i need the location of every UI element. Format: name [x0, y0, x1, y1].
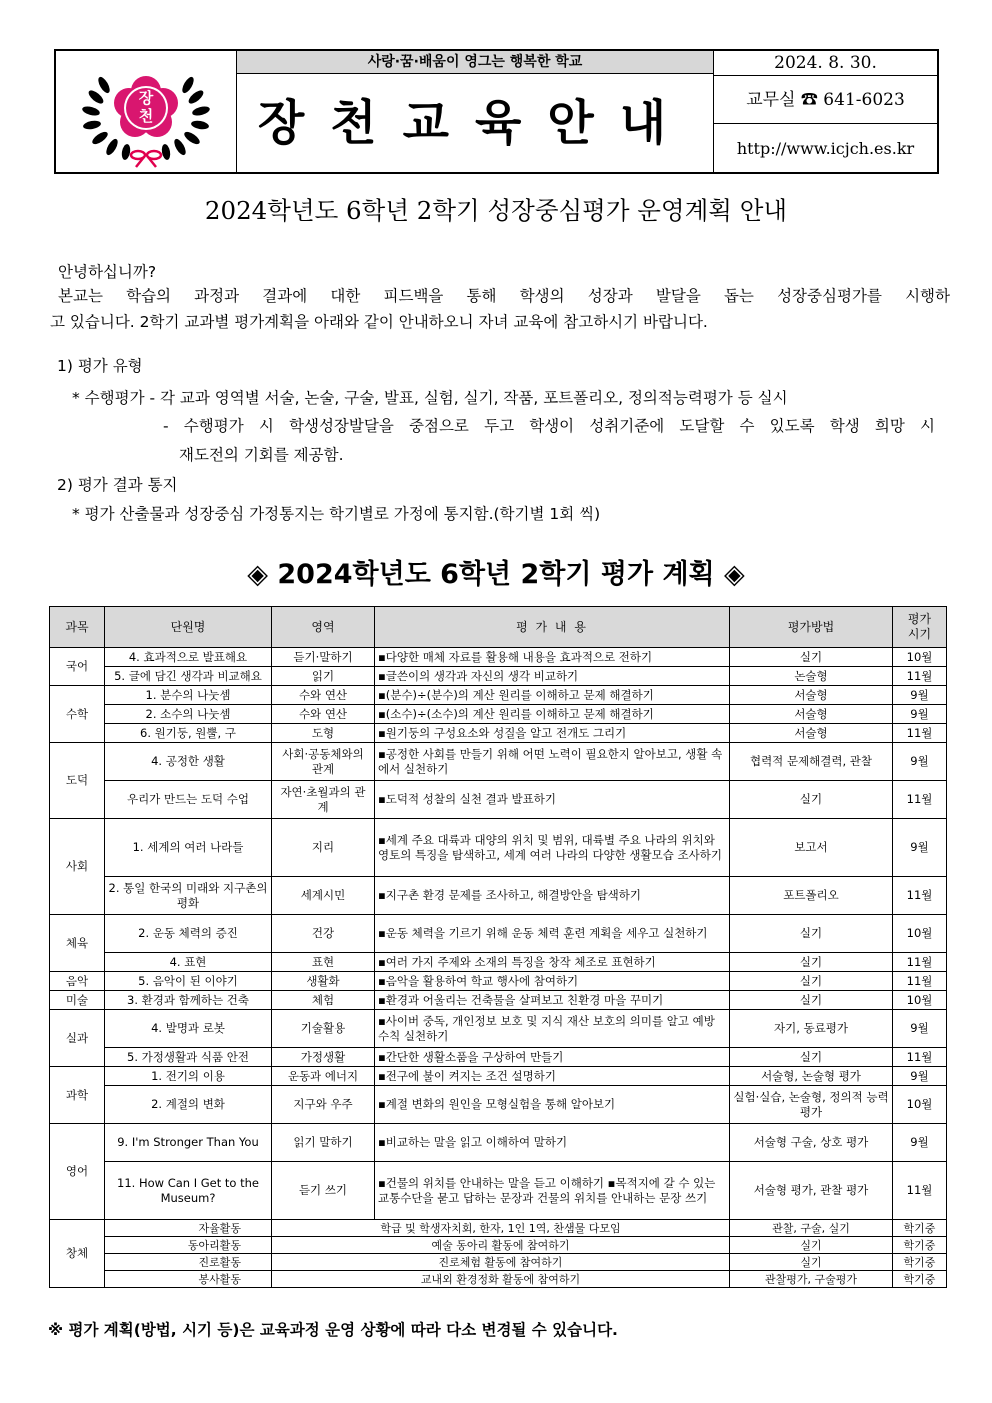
- activity-cell: 봉사활동: [105, 1271, 272, 1288]
- content-cell: ▪계절 변화의 원인을 모형실험을 통해 알아보기: [375, 1086, 730, 1124]
- method-cell: 실기: [730, 972, 893, 991]
- area-cell: 지구와 우주: [272, 1086, 375, 1124]
- table-row: [50, 1162, 947, 1220]
- area-cell: 기술활용: [272, 1010, 375, 1048]
- method-cell: 실기: [730, 1048, 893, 1067]
- section-2-bullet-1: * 평가 산출물과 성장중심 가정통지는 학기별로 가정에 통지함.(학기별 1회 씩): [72, 505, 601, 523]
- table-header-row: [50, 607, 947, 648]
- laurel-emblem-icon: [56, 51, 236, 172]
- area-cell: 사회·공동체와의 관계: [272, 743, 375, 781]
- table-row: [50, 972, 947, 991]
- content-cell: ▪전구에 불이 켜지는 조건 설명하기: [375, 1067, 730, 1086]
- evaluation-plan-table: [49, 606, 947, 1288]
- document-title: 2024학년도 6학년 2학기 성장중심평가 운영계획 안내: [204, 196, 788, 225]
- unit-cell: 2. 소수의 나눗셈: [105, 705, 272, 724]
- time-cell: 9월: [893, 686, 947, 705]
- method-cell: 실험·실습, 논술형, 정의적 능력 평가: [730, 1086, 893, 1124]
- plan-title: ◈ 2024학년도 6학년 2학기 평가 계획 ◈: [247, 559, 745, 590]
- method-cell: 서술형: [730, 705, 893, 724]
- time-cell: 11월: [893, 724, 947, 743]
- area-cell: 읽기: [272, 667, 375, 686]
- table-row: [50, 667, 947, 686]
- time-cell: 11월: [893, 781, 947, 819]
- activity-cell: 자율활동: [105, 1220, 272, 1237]
- subject-cell: 실과: [50, 1010, 105, 1067]
- intro-line-2: 고 있습니다. 2학기 교과별 평가계획을 아래와 같이 안내하오니 자녀 교육에 참고하시기 바랍니다.: [50, 313, 708, 331]
- content-cell: ▪음악을 활용하여 학교 행사에 참여하기: [375, 972, 730, 991]
- table-row: [50, 1124, 947, 1162]
- unit-cell: 4. 공정한 생활: [105, 743, 272, 781]
- content-cell: 교내외 환경정화 활동에 참여하기: [272, 1271, 730, 1288]
- svg-text:장: 장: [138, 89, 154, 107]
- subject-cell: 수학: [50, 686, 105, 743]
- table-row: [50, 877, 947, 915]
- time-cell: 11월: [893, 877, 947, 915]
- subject-cell: 국어: [50, 648, 105, 686]
- content-cell: ▪간단한 생활소품을 구상하여 만들기: [375, 1048, 730, 1067]
- unit-cell: 6. 원기둥, 원뿔, 구: [105, 724, 272, 743]
- office-phone: 교무실 ☎ 641-6023: [714, 76, 937, 124]
- newsletter-header: [54, 49, 939, 174]
- unit-cell: 1. 전기의 이용: [105, 1067, 272, 1086]
- table-row: [50, 724, 947, 743]
- area-cell: 듣기 쓰기: [272, 1162, 375, 1220]
- table-row: [50, 648, 947, 667]
- time-cell: 11월: [893, 953, 947, 972]
- school-url[interactable]: http://www.icjch.es.kr: [736, 139, 915, 158]
- method-cell: 서술형: [730, 724, 893, 743]
- time-cell: 11월: [893, 1162, 947, 1220]
- area-cell: 읽기 말하기: [272, 1124, 375, 1162]
- table-row: [50, 705, 947, 724]
- time-cell: 학기중: [893, 1254, 947, 1271]
- table-row: [50, 1220, 947, 1237]
- col-method: 평가방법: [730, 607, 893, 648]
- subject-cell: 영어: [50, 1124, 105, 1220]
- content-cell: ▪다양한 매체 자료를 활용해 내용을 효과적으로 전하기: [375, 648, 730, 667]
- subject-cell: 과학: [50, 1067, 105, 1124]
- time-cell: 9월: [893, 705, 947, 724]
- subject-cell: 미술: [50, 991, 105, 1010]
- col-area: 영역: [272, 607, 375, 648]
- col-unit: 단원명: [105, 607, 272, 648]
- time-cell: 11월: [893, 1048, 947, 1067]
- unit-cell: 11. How Can I Get to the Museum?: [105, 1162, 272, 1220]
- unit-cell: 4. 효과적으로 발표해요: [105, 648, 272, 667]
- table-row: [50, 1067, 947, 1086]
- area-cell: 건강: [272, 915, 375, 953]
- subject-cell: 도덕: [50, 743, 105, 819]
- table-row: [50, 991, 947, 1010]
- unit-cell: 5. 음악이 된 이야기: [105, 972, 272, 991]
- method-cell: 보고서: [730, 819, 893, 877]
- subject-cell: 창체: [50, 1220, 105, 1288]
- subject-cell: 체육: [50, 915, 105, 972]
- table-row: [50, 1237, 947, 1254]
- unit-cell: 2. 운동 체력의 증진: [105, 915, 272, 953]
- area-cell: 수와 연산: [272, 686, 375, 705]
- content-cell: ▪지구촌 환경 문제를 조사하고, 해결방안을 탐색하기: [375, 877, 730, 915]
- content-cell: ▪사이버 중독, 개인정보 보호 및 지식 재산 보호의 의미를 알고 예방 수칙 실천하기: [375, 1010, 730, 1048]
- unit-cell: 5. 글에 담긴 생각과 비교해요: [105, 667, 272, 686]
- method-cell: 서술형: [730, 686, 893, 705]
- content-cell: ▪원기둥의 구성요소와 성질을 알고 전개도 그리기: [375, 724, 730, 743]
- section-1-bullet-2a: - 수행평가 시 학생성장발달을 중점으로 두고 학생이 성취기준에 도달할 수 있도록 학생 희망 시: [163, 417, 935, 435]
- table-row: [50, 743, 947, 781]
- content-cell: 학급 및 학생자치회, 한자, 1인 1역, 찬샘물 다모임: [272, 1220, 730, 1237]
- method-cell: 실기: [730, 991, 893, 1010]
- time-cell: 9월: [893, 1067, 947, 1086]
- section-2-heading: 2) 평가 결과 통지: [57, 476, 178, 494]
- time-cell: 학기중: [893, 1271, 947, 1288]
- area-cell: 표현: [272, 953, 375, 972]
- area-cell: 듣기·말하기: [272, 648, 375, 667]
- unit-cell: 3. 환경과 함께하는 건축: [105, 991, 272, 1010]
- method-cell: 실기: [730, 1254, 893, 1271]
- table-row: [50, 819, 947, 877]
- method-cell: 관찰평가, 구술평가: [730, 1271, 893, 1288]
- content-cell: ▪글쓴이의 생각과 자신의 생각 비교하기: [375, 667, 730, 686]
- content-cell: 진로체험 활동에 참여하기: [272, 1254, 730, 1271]
- unit-cell: 2. 통일 한국의 미래와 지구촌의 평화: [105, 877, 272, 915]
- method-cell: 실기: [730, 781, 893, 819]
- table-row: [50, 915, 947, 953]
- section-1-bullet-2b: 재도전의 기회를 제공함.: [179, 446, 344, 464]
- col-time: 평가 시기: [893, 607, 947, 648]
- content-cell: ▪(분수)÷(분수)의 계산 원리를 이해하고 문제 해결하기: [375, 686, 730, 705]
- newsletter-title: 장천교육안내: [237, 74, 714, 172]
- method-cell: 포트폴리오: [730, 877, 893, 915]
- area-cell: 자연·초월과의 관계: [272, 781, 375, 819]
- content-cell: ▪비교하는 말을 읽고 이해하여 말하기: [375, 1124, 730, 1162]
- time-cell: 9월: [893, 819, 947, 877]
- method-cell: 관찰, 구술, 실기: [730, 1220, 893, 1237]
- table-row: [50, 1048, 947, 1067]
- table-row: [50, 953, 947, 972]
- area-cell: 지리: [272, 819, 375, 877]
- area-cell: 수와 연산: [272, 705, 375, 724]
- time-cell: 10월: [893, 1086, 947, 1124]
- activity-cell: 진로활동: [105, 1254, 272, 1271]
- table-row: [50, 1086, 947, 1124]
- table-row: [50, 781, 947, 819]
- unit-cell: 우리가 만드는 도덕 수업: [105, 781, 272, 819]
- section-1-bullet-2: [163, 414, 935, 436]
- greeting: 안녕하십니까?: [58, 263, 157, 281]
- time-cell: 학기중: [893, 1237, 947, 1254]
- area-cell: 세계시민: [272, 877, 375, 915]
- issue-date: 2024. 8. 30.: [714, 51, 937, 76]
- time-cell: 10월: [893, 915, 947, 953]
- time-cell: 10월: [893, 648, 947, 667]
- svg-text:천: 천: [138, 107, 154, 125]
- unit-cell: 9. I'm Stronger Than You: [105, 1124, 272, 1162]
- section-1-bullet-1: * 수행평가 - 각 교과 영역별 서술, 논술, 구술, 발표, 실험, 실기, 작품, 포트폴리오, 정의적능력평가 등 실시: [72, 389, 788, 407]
- method-cell: 실기: [730, 953, 893, 972]
- time-cell: 학기중: [893, 1220, 947, 1237]
- school-motto: 사랑·꿈·배움이 영그는 행복한 학교: [237, 51, 714, 74]
- table-row: [50, 1271, 947, 1288]
- unit-cell: 1. 세계의 여러 나라들: [105, 819, 272, 877]
- method-cell: 협력적 문제해결력, 관찰: [730, 743, 893, 781]
- section-1-heading: 1) 평가 유형: [57, 357, 143, 375]
- area-cell: 도형: [272, 724, 375, 743]
- area-cell: 가정생활: [272, 1048, 375, 1067]
- method-cell: 실기: [730, 1237, 893, 1254]
- unit-cell: 2. 계절의 변화: [105, 1086, 272, 1124]
- time-cell: 9월: [893, 1124, 947, 1162]
- table-row: [50, 1010, 947, 1048]
- area-cell: 생활화: [272, 972, 375, 991]
- content-cell: ▪(소수)÷(소수)의 계산 원리를 이해하고 문제 해결하기: [375, 705, 730, 724]
- footnote: ※ 평가 계획(방법, 시기 등)은 교육과정 운영 상황에 따라 다소 변경될 수 있습니다.: [48, 1321, 618, 1339]
- content-cell: ▪건물의 위치를 안내하는 말을 듣고 이해하기 ▪목적지에 갈 수 있는 교통수단을 묻고 답하는 문장과 건물의 위치를 안내하는 문장 쓰기: [375, 1162, 730, 1220]
- method-cell: 서술형, 논술형 평가: [730, 1067, 893, 1086]
- col-subject: 과목: [50, 607, 105, 648]
- activity-cell: 동아리활동: [105, 1237, 272, 1254]
- time-cell: 11월: [893, 972, 947, 991]
- school-logo: [56, 51, 237, 172]
- intro-paragraph: [50, 283, 950, 335]
- table-row: [50, 686, 947, 705]
- table-row: [50, 1254, 947, 1271]
- content-cell: ▪환경과 어울리는 건축물을 살펴보고 친환경 마을 꾸미기: [375, 991, 730, 1010]
- area-cell: 체험: [272, 991, 375, 1010]
- time-cell: 9월: [893, 743, 947, 781]
- content-cell: ▪운동 체력을 기르기 위해 운동 체력 훈련 계획을 세우고 실천하기: [375, 915, 730, 953]
- unit-cell: 4. 발명과 로봇: [105, 1010, 272, 1048]
- method-cell: 자기, 동료평가: [730, 1010, 893, 1048]
- content-cell: ▪여러 가지 주제와 소재의 특징을 창작 체조로 표현하기: [375, 953, 730, 972]
- subject-cell: 사회: [50, 819, 105, 915]
- time-cell: 9월: [893, 1010, 947, 1048]
- unit-cell: 1. 분수의 나눗셈: [105, 686, 272, 705]
- content-cell: ▪도덕적 성찰의 실천 결과 발표하기: [375, 781, 730, 819]
- method-cell: 실기: [730, 648, 893, 667]
- area-cell: 운동과 에너지: [272, 1067, 375, 1086]
- method-cell: 서술형 평가, 관찰 평가: [730, 1162, 893, 1220]
- content-cell: ▪세계 주요 대륙과 대양의 위치 및 범위, 대륙별 주요 나라의 위치와 영토의 특징을 탐색하고, 세계 여러 나라의 다양한 생활모습 조사하기: [375, 819, 730, 877]
- content-cell: ▪공정한 사회를 만들기 위해 어떤 노력이 필요한지 알아보고, 생활 속에서 실천하기: [375, 743, 730, 781]
- time-cell: 11월: [893, 667, 947, 686]
- intro-line-1: 본교는 학습의 과정과 결과에 대한 피드백을 통해 학생의 성장과 발달을 돕는 성장중심평가를 시행하: [58, 287, 950, 305]
- unit-cell: 4. 표현: [105, 953, 272, 972]
- unit-cell: 5. 가정생활과 식품 안전: [105, 1048, 272, 1067]
- method-cell: 논술형: [730, 667, 893, 686]
- col-content: 평 가 내 용: [375, 607, 730, 648]
- time-cell: 10월: [893, 991, 947, 1010]
- subject-cell: 음악: [50, 972, 105, 991]
- content-cell: 예술 동아리 활동에 참여하기: [272, 1237, 730, 1254]
- method-cell: 실기: [730, 915, 893, 953]
- method-cell: 서술형 구술, 상호 평가: [730, 1124, 893, 1162]
